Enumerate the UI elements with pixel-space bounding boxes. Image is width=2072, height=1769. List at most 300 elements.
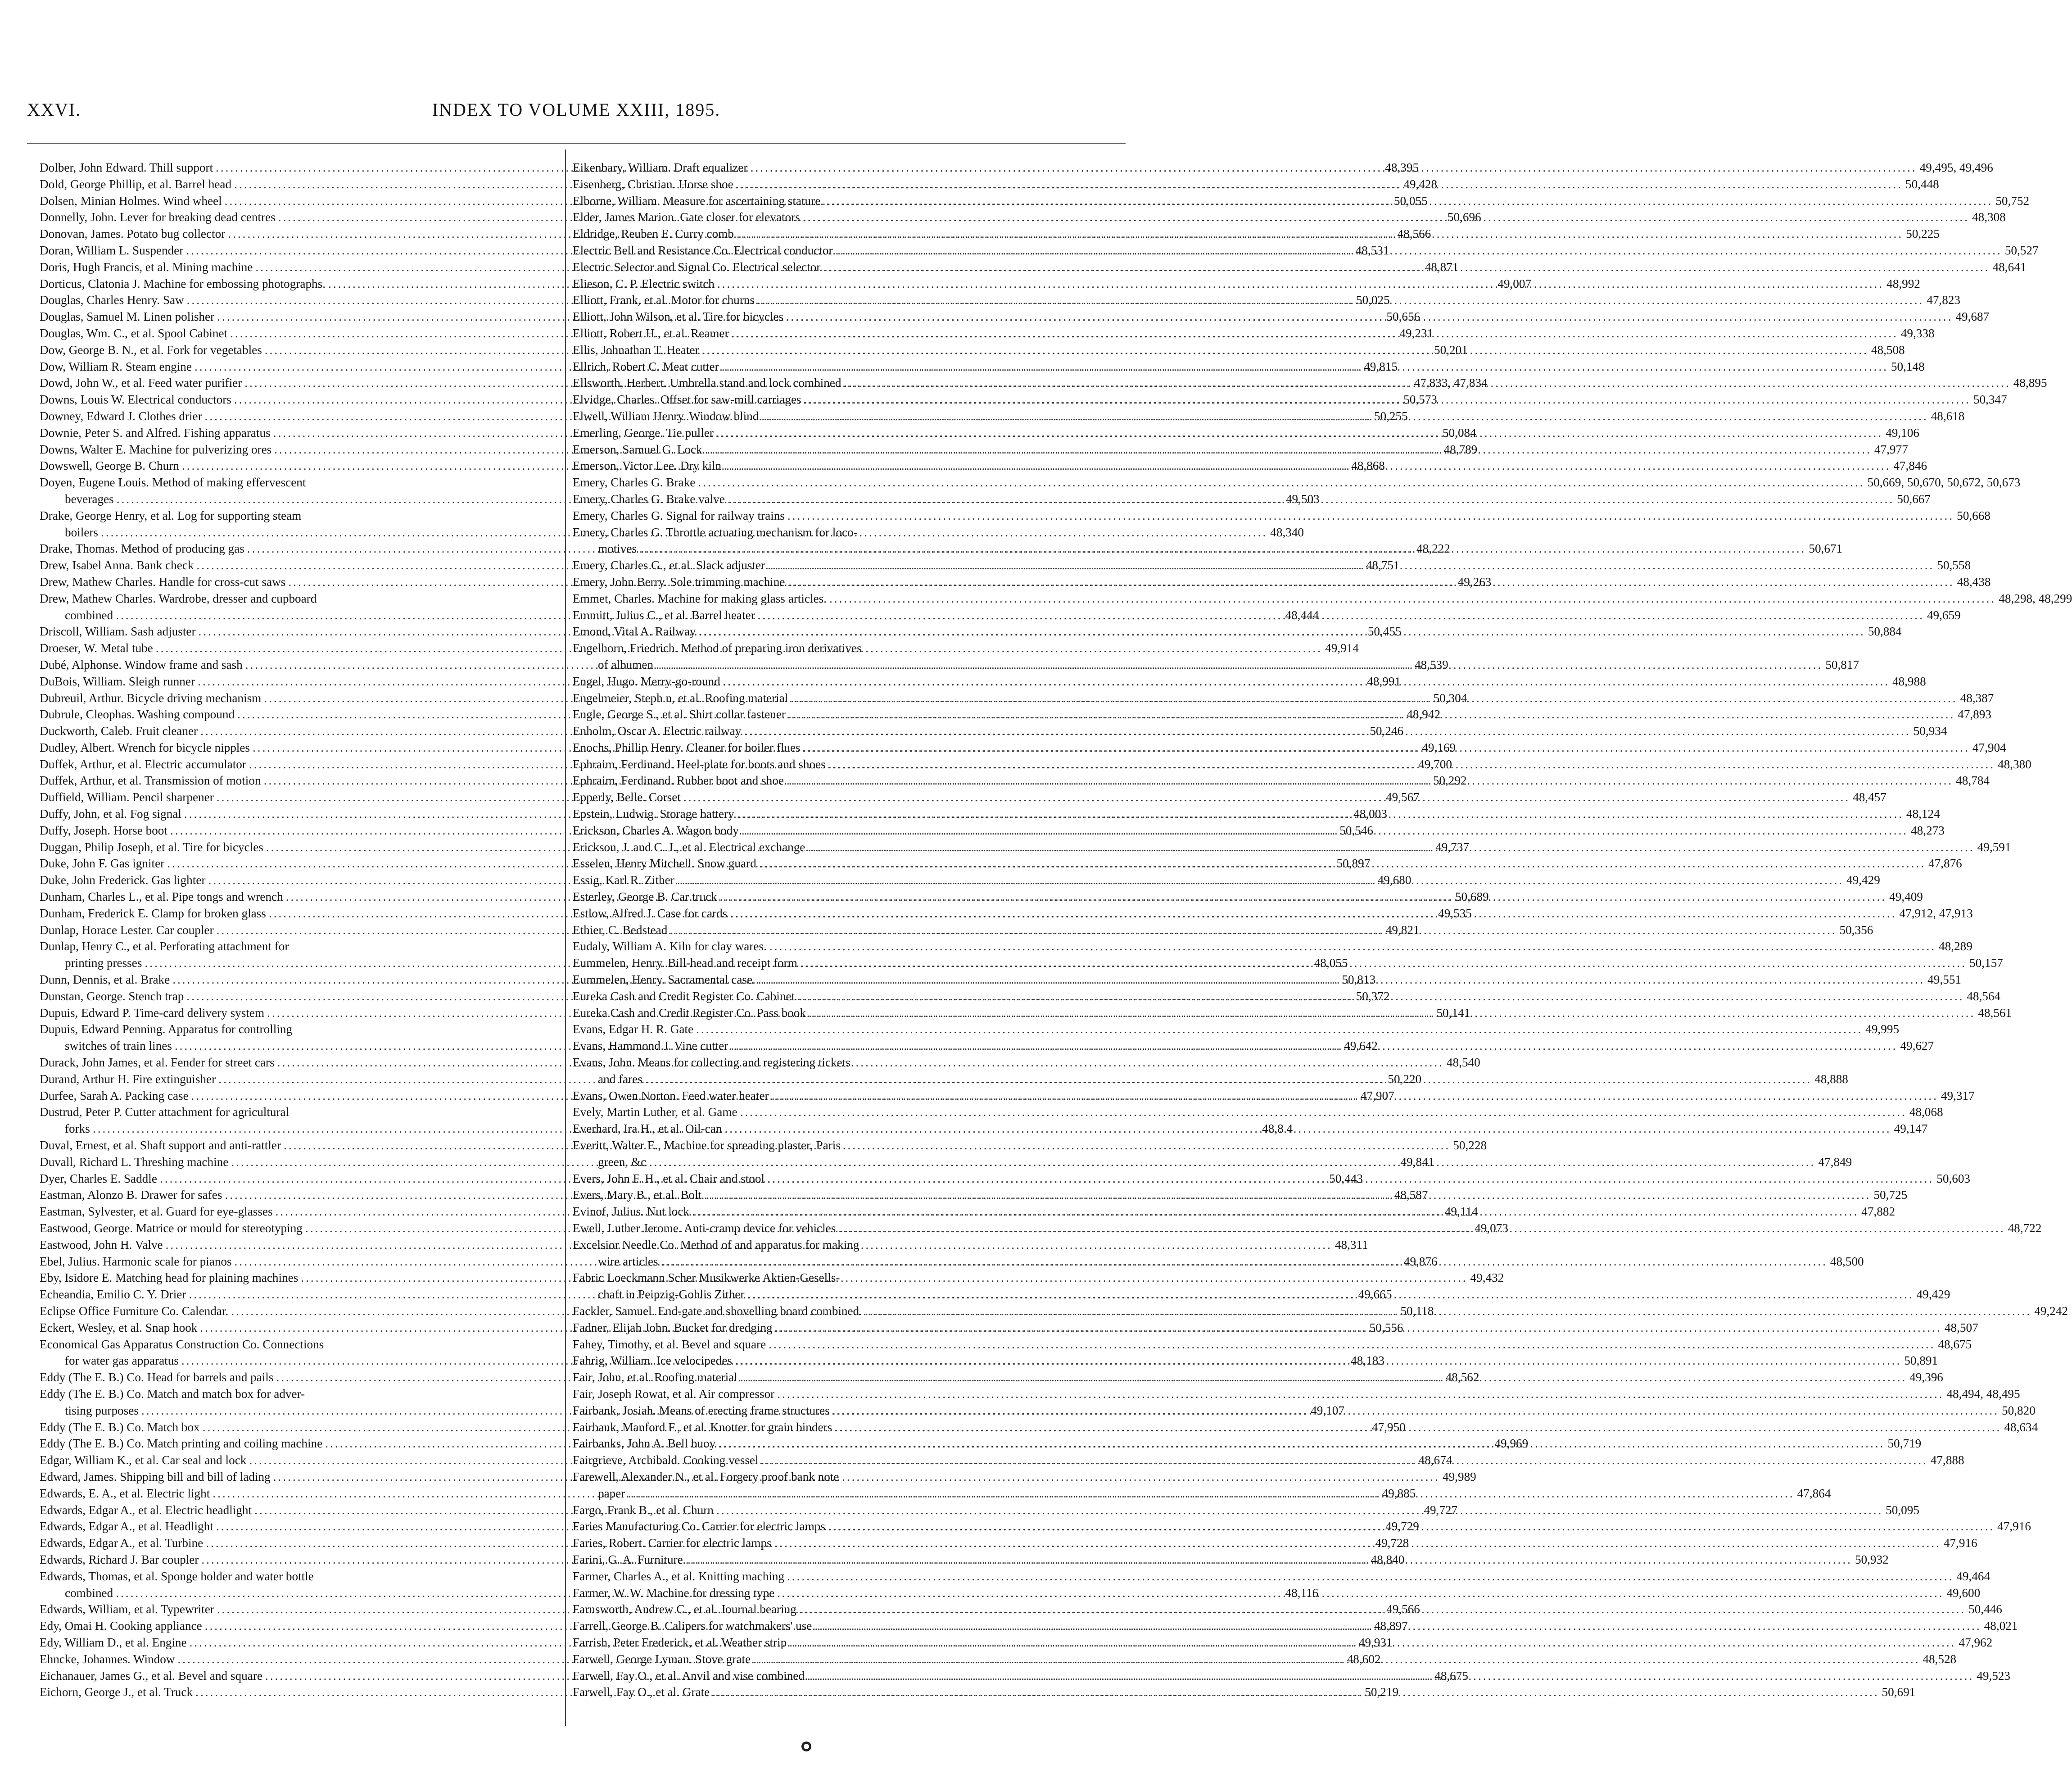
- entry-text: Fair, Joseph Rowat, et al. Air compressor: [573, 1387, 775, 1401]
- patent-number: 47,893: [1958, 708, 1991, 721]
- patent-number: 49,551: [1927, 973, 1961, 987]
- patent-number: 49,107: [1311, 1403, 1344, 1417]
- patent-number: 49,659: [1927, 608, 1961, 622]
- patent-number: 47,833, 47,834: [1414, 376, 1488, 390]
- patent-number: 48,116: [1285, 1586, 1319, 1600]
- leader-dots: [769, 1336, 1935, 1353]
- patent-number: 50,455: [1367, 625, 1402, 639]
- patent-number: 49,429: [1916, 1288, 1950, 1302]
- patent-number: 50,817: [1825, 658, 1859, 671]
- patent-number: 48,540: [1446, 1056, 1480, 1070]
- leader-dots: [716, 425, 1883, 441]
- entry-text: Edwards, Edgar A., et al. Headlight: [40, 1520, 213, 1533]
- patent-number: 50,356: [1839, 923, 1873, 937]
- entry-text: Evely, Martin Luther, et al. Game: [573, 1105, 737, 1119]
- leader-dots: [628, 1485, 1794, 1502]
- patent-number: 47,912, 47,913: [1899, 906, 1973, 920]
- entry-text: Eby, Isidore E. Matching head for plaining machines: [40, 1271, 299, 1285]
- leader-dots: [789, 1634, 1956, 1651]
- entry-text: Fabric Loeckmann Scher Musikwerke Aktien-Gesells-: [573, 1271, 840, 1285]
- patent-number: 49,503: [1285, 492, 1320, 506]
- leader-dots: [761, 1452, 1928, 1469]
- patent-number: 49,567: [1385, 790, 1420, 804]
- leader-dots: [786, 308, 1953, 325]
- patent-number: 49,432: [1470, 1271, 1504, 1285]
- patent-number: 48,942: [1407, 708, 1441, 721]
- patent-number: 50,255: [1374, 409, 1408, 423]
- patent-number: 49,600: [1946, 1586, 1981, 1600]
- entry-text-continued: chaft in Peipzig-Gohlis Zither: [598, 1288, 745, 1302]
- leader-dots: [750, 159, 1917, 176]
- leader-dots: [712, 1684, 1879, 1701]
- column-divider: [565, 150, 566, 1726]
- patent-number: 50,558: [1937, 558, 1971, 572]
- leader-dots: [735, 1352, 1901, 1369]
- patent-number: 50,668: [1957, 508, 1991, 522]
- patent-number: 47,876: [1928, 857, 1962, 871]
- patent-number: 49,263: [1457, 575, 1492, 589]
- leader-dots: [692, 1203, 1859, 1220]
- entry-text: Downs, Walter E. Machine for pulverizing ores: [40, 442, 272, 456]
- entry-text: Dudley, Albert. Wrench for bicycle nipples: [40, 740, 250, 754]
- patent-number: 47,950: [1371, 1420, 1406, 1434]
- patent-number: 49,106: [1886, 426, 1919, 440]
- patent-number: 50,446: [1968, 1602, 2002, 1616]
- entry-text: Dowswell, George B. Churn: [40, 459, 179, 473]
- leader-dots: [698, 474, 1864, 491]
- entry-text: Douglas, Wm. C., et al. Spool Cabinet: [40, 326, 228, 340]
- leader-dots: [737, 806, 1904, 822]
- entry-text: Eisenberg, Christian. Horse shoe: [573, 177, 733, 191]
- leader-dots: [744, 723, 1910, 739]
- leader-dots: [677, 872, 1844, 889]
- entry-text: Emery, John Berry. Sole trimming machine: [573, 575, 785, 589]
- patent-number: 48,444: [1285, 608, 1319, 622]
- entry-text: Erickson, J. and C. J., et al. Electrical exchange: [573, 840, 805, 854]
- patent-number: 50,546: [1339, 823, 1373, 837]
- entry-text: Dow, George B. N., et al. Fork for vegetables: [40, 343, 262, 357]
- patent-number: 48,500: [1830, 1254, 1864, 1268]
- entry-text: Evans, Edgar H. R. Gate: [573, 1022, 694, 1036]
- patent-number: 50,304: [1433, 691, 1467, 705]
- entry-text: Eckert, Wesley, et al. Snap hook: [40, 1320, 198, 1334]
- patent-number: 48,311: [1335, 1238, 1368, 1252]
- leader-dots: [835, 1419, 2001, 1436]
- patent-number: 48,789: [1443, 442, 1478, 456]
- entry-text: Donnelly, John. Lever for breaking dead centres: [40, 210, 276, 224]
- patent-number: 47,962: [1959, 1635, 1993, 1649]
- entry-text: Excelsior Needle Co. Method of and apparatus for making: [573, 1238, 860, 1252]
- entry-text: Duffy, Joseph. Horse boot: [40, 823, 167, 837]
- patent-number: 49,642: [1344, 1039, 1378, 1053]
- header-rule: [27, 143, 1126, 144]
- entry-text: Douglas, Samuel M. Linen polisher: [40, 310, 215, 324]
- entry-text: Faries Manufacturing Co. Carrier for electric lamps: [573, 1520, 825, 1533]
- entry-text: Fackler, Samuel. End-gate and shovelling board combined.: [573, 1304, 862, 1318]
- entry-text: Fadner, Elijah John. Bucket for dredging: [573, 1320, 773, 1334]
- leader-dots: [838, 1220, 2005, 1237]
- patent-number: 50,691: [1882, 1685, 1916, 1699]
- entry-text: Erickson, Charles A. Wagon body: [573, 823, 739, 837]
- leader-dots: [800, 955, 1967, 971]
- entry-text: Farmer, W. W. Machine for dressing type: [573, 1586, 775, 1600]
- entry-text: Dyer, Charles E. Saddle: [40, 1171, 157, 1185]
- leader-dots: [769, 938, 1936, 955]
- patent-number: 49,007: [1497, 277, 1532, 290]
- entry-text-continued: paper: [598, 1486, 625, 1500]
- leader-dots: [731, 1038, 1897, 1054]
- patent-number: 48,561: [1978, 1006, 2012, 1020]
- leader-dots: [661, 1253, 1828, 1270]
- patent-number: 49,147: [1894, 1122, 1928, 1136]
- entry-text: Edwards, Thomas, et al. Sponge holder and water bottle: [40, 1569, 314, 1583]
- patent-number: 50,148: [1891, 359, 1925, 373]
- leader-dots: [645, 1071, 1812, 1088]
- patent-number: 48,564: [1967, 989, 2001, 1003]
- patent-number: 50,292: [1433, 774, 1467, 788]
- leader-dots: [775, 1320, 1942, 1336]
- leader-dots: [836, 242, 2002, 259]
- patent-number: 48,895: [2013, 376, 2047, 390]
- entry-text: Echeandia, Emilio C. Y. Drier: [40, 1288, 186, 1302]
- leader-dots: [787, 508, 1954, 524]
- leader-dots: [737, 226, 1903, 242]
- index-entry: [573, 590, 2072, 607]
- entry-text: Ewell, Luther Jerome. Anti-cramp device for vehicles: [573, 1221, 836, 1235]
- patent-number: 50,932: [1855, 1552, 1889, 1566]
- entry-text-continued: green, &c: [598, 1155, 647, 1169]
- leader-dots: [799, 1601, 1966, 1618]
- entry-text: Downs, Louis W. Electrical conductors: [40, 393, 231, 407]
- entry-text: Eastwood, John H. Valve: [40, 1238, 163, 1252]
- entry-text: Durack, John James, et al. Fender for street cars: [40, 1056, 275, 1070]
- entry-text: Eddy (The E. B.) Co. Match and match box for adver-: [40, 1387, 305, 1401]
- leader-dots: [772, 1088, 1938, 1104]
- leader-dots: [803, 739, 1970, 756]
- entry-text: Eastwood, George. Matrice or mould for stereotyping: [40, 1221, 303, 1235]
- leader-dots: [787, 574, 1954, 590]
- patent-number: 49,729: [1385, 1520, 1419, 1533]
- patent-number: 48,289: [1939, 939, 1972, 953]
- patent-number: 48,273: [1911, 823, 1945, 837]
- patent-number: 48,494, 48,495: [1946, 1387, 2020, 1401]
- leader-dots: [814, 1618, 1981, 1634]
- patent-number: 48,675: [1434, 1669, 1468, 1683]
- entry-text: Elborne, William. Measure for ascertaining stature.: [573, 194, 824, 208]
- patent-number: 48,539: [1414, 658, 1448, 671]
- leader-dots: [844, 375, 2010, 391]
- entry-text: Drew, Mathew Charles. Handle for cross-cut saws: [40, 575, 286, 589]
- entry-text: Edwards, Edgar A., et al. Electric headlight: [40, 1503, 252, 1517]
- patent-number: 48,618: [1931, 409, 1965, 423]
- entry-text: Farewell, Alexander N., et al. Forgery proof bank note: [573, 1470, 839, 1483]
- entry-text: Eureka Cash and Credit Register Co. Cabinet: [573, 989, 795, 1003]
- entry-text: Ellis, Johnathan T. Heater: [573, 343, 699, 357]
- entry-text: Emerling, George. Tie puller: [573, 426, 714, 440]
- patent-number: 50,934: [1913, 724, 1947, 738]
- leader-dots: [808, 839, 1974, 856]
- patent-number: 48,888: [1814, 1072, 1848, 1086]
- patent-number: 50,055: [1393, 194, 1428, 208]
- patent-number: 49,876: [1403, 1254, 1438, 1268]
- entry-text: Doris, Hugh Francis, et al. Mining machine: [40, 260, 253, 274]
- patent-number: 48,8 4: [1262, 1122, 1293, 1136]
- patent-number: 50,220: [1388, 1072, 1422, 1086]
- patent-number: 50,725: [1873, 1188, 1908, 1202]
- entry-text: Donovan, James. Potato bug collector: [40, 227, 226, 241]
- patent-number: 50,225: [1906, 227, 1940, 241]
- patent-number: 48,021: [1984, 1619, 2018, 1633]
- patent-number: 50,219: [1365, 1685, 1399, 1699]
- entry-text: Eddy (The E. B.) Co. Match printing and coiling machine: [40, 1437, 323, 1451]
- entry-text: Engelmeier, Steph n, et al. Roofing material: [573, 691, 788, 705]
- leader-dots: [656, 657, 1823, 673]
- entry-text-continued: combined: [65, 1586, 113, 1600]
- entry-text: Dold, George Phillip, et al. Barrel head: [40, 177, 232, 191]
- entry-text: Evers, Mary B., et al. Bolt: [573, 1188, 702, 1202]
- entry-text: Edy, William D., et al. Engine: [40, 1635, 187, 1649]
- patent-number: 50,443: [1329, 1171, 1363, 1185]
- entry-text: Eudaly, William A. Kiln for clay wares.: [573, 939, 767, 953]
- leader-dots: [705, 441, 1872, 458]
- leader-dots: [832, 1402, 1999, 1419]
- patent-number: 49,338: [1900, 326, 1935, 340]
- patent-number: 48,587: [1394, 1188, 1428, 1202]
- entry-text: Eddy (The E. B.) Co. Match box: [40, 1420, 200, 1434]
- entry-text: Fairgrieve, Archibald. Cooking vessel: [573, 1453, 759, 1467]
- entry-text: Drew, Mathew Charles. Wardrobe, dresser and cupboard: [40, 591, 317, 605]
- patent-number: 50,556: [1369, 1320, 1403, 1334]
- entry-text: Esselen, Henry Mitchell. Snow guard: [573, 857, 756, 871]
- patent-number: 48,298, 48,299: [1999, 591, 2072, 605]
- patent-number: 49,687: [1955, 310, 1990, 324]
- entry-text: Enholm, Oscar A. Electric railway: [573, 724, 742, 738]
- leader-dots: [787, 1568, 1954, 1585]
- patent-number: 49,737: [1435, 840, 1469, 854]
- entry-text: Dubrule, Cleophas. Washing compound: [40, 708, 235, 721]
- entry-text: Evers, John F. H., et al. Chair and stool: [573, 1171, 765, 1185]
- leader-dots: [777, 1386, 1944, 1402]
- entry-text: Enochs, Phillip Henry. Cleaner for boiler flues: [573, 740, 801, 754]
- patent-number: 47,846: [1893, 459, 1927, 473]
- index-entry: [573, 1568, 1991, 1585]
- patent-number: 50,372: [1356, 989, 1390, 1003]
- patent-number: 48,508: [1871, 343, 1905, 357]
- entry-text: Emmet, Charles. Machine for making glass articles.: [573, 591, 827, 605]
- entry-text: Eummelen, Henry. Bill-head and receipt form: [573, 956, 797, 970]
- patent-number: 48,641: [1992, 260, 2027, 274]
- leader-dots: [747, 1286, 1914, 1303]
- patent-number: 50,689: [1455, 890, 1489, 904]
- entry-text: Eummelen, Henry. Sacramental case.: [573, 973, 756, 987]
- patent-number: 48,183: [1351, 1354, 1384, 1368]
- patent-number: 49,535: [1438, 906, 1472, 920]
- entry-text-continued: of albumen: [598, 658, 654, 671]
- patent-number: 48,991: [1367, 674, 1401, 688]
- leader-dots: [797, 988, 1964, 1005]
- entry-text: Edward, James. Shipping bill and bill of lading: [40, 1470, 271, 1483]
- entry-text: Farwell, George Lyman. Stove grate: [573, 1652, 751, 1666]
- entry-text: Eastman, Sylvester, et al. Guard for eye-glasses: [40, 1205, 273, 1219]
- patent-number: 48,566: [1397, 227, 1431, 241]
- index-entry: [573, 1336, 1972, 1353]
- entry-text: Duffy, John, et al. Fog signal: [40, 807, 181, 821]
- patent-number: 50,719: [1887, 1437, 1922, 1451]
- patent-number: 48,395: [1385, 161, 1419, 174]
- patent-number: 50,752: [1995, 194, 2030, 208]
- entry-text: Edwards, William, et al. Typewriter: [40, 1602, 214, 1616]
- patent-number: 50,573: [1403, 393, 1437, 407]
- leader-dots: [774, 1535, 1941, 1551]
- entry-text: Dubé, Alphonse. Window frame and sash: [40, 658, 243, 671]
- entry-text: Duval, Ernest, et al. Shaft support and anti-rattler: [40, 1139, 281, 1152]
- entry-text: Edgar, William K., et al. Car seal and lock: [40, 1453, 247, 1467]
- patent-number: 49,728: [1375, 1536, 1409, 1550]
- entry-text: Farmer, Charles A., et al. Knitting maching: [573, 1569, 785, 1583]
- entry-text: Fair, John, et al. Roofing material: [573, 1370, 737, 1384]
- patent-number: 50,095: [1886, 1503, 1919, 1517]
- entry-text: Duffield, William. Pencil sharpener: [40, 790, 214, 804]
- leader-dots: [717, 276, 1884, 292]
- index-entry: [573, 1021, 1900, 1038]
- entry-text: Economical Gas Apparatus Construction Co. Connections: [40, 1337, 324, 1351]
- patent-number: 48,992: [1887, 277, 1920, 290]
- patent-number: 48,675: [1938, 1337, 1972, 1351]
- entry-text: Elieson, C. P. Electric switch: [573, 277, 715, 290]
- entry-text: Epperly, Belle. Corset: [573, 790, 681, 804]
- patent-number: 49,317: [1941, 1089, 1975, 1102]
- entry-text: Fahrig, William. Ice velocipedes: [573, 1354, 732, 1368]
- entry-text: Esterley, George B. Car truck: [573, 890, 717, 904]
- patent-number: 48,602: [1347, 1652, 1381, 1666]
- entry-text: Edwards, Edgar A., et al. Turbine: [40, 1536, 204, 1550]
- leader-dots: [758, 607, 1924, 624]
- entry-text: Dunn, Dennis, et al. Brake: [40, 973, 170, 987]
- patent-number: 47,823: [1927, 293, 1960, 307]
- patent-number: 49,396: [1909, 1370, 1943, 1384]
- entry-text: Dow, William R. Steam engine: [40, 359, 192, 373]
- entry-text: Dunlap, Horace Lester. Car coupler: [40, 923, 214, 937]
- leader-dots: [823, 259, 1990, 276]
- patent-number: 49,114: [1444, 1205, 1478, 1219]
- patent-number: 50,025: [1356, 293, 1390, 307]
- patent-number: 49,231: [1399, 326, 1434, 340]
- entry-text: Dowd, John W., et al. Feed water purifier: [40, 376, 242, 390]
- entry-text: Elwell, William Henry. Window blind: [573, 409, 759, 423]
- entry-text: Douglas, Charles Henry. Saw: [40, 293, 184, 307]
- patent-number: 50,603: [1936, 1171, 1970, 1185]
- patent-number: 48,868: [1351, 459, 1385, 473]
- leader-dots: [788, 706, 1955, 723]
- entry-text-continued: forks: [65, 1122, 90, 1136]
- entry-text: Elliott, John Wilson, et al. Tire for bicycles: [573, 310, 784, 324]
- leader-dots: [730, 905, 1896, 922]
- patent-number: 50,201: [1434, 343, 1468, 357]
- leader-dots: [807, 1668, 1974, 1684]
- entry-text: Emery, Charles G. Brake: [573, 476, 696, 490]
- entry-text: Duffek, Arthur, et al. Transmission of motion: [40, 774, 261, 788]
- patent-number: 50,669, 50,670, 50,672, 50,673: [1867, 476, 2021, 490]
- entry-text: Elvidge, Charles. Offset for saw-mill carriages: [573, 393, 801, 407]
- patent-number: 50,696: [1447, 210, 1481, 224]
- entry-text: Engle, George S., et al. Shirt collar fastener: [573, 708, 786, 721]
- entry-text: Farnsworth, Andrew C., et al. Journal bearing: [573, 1602, 796, 1616]
- leader-dots: [759, 855, 1926, 872]
- leader-dots: [724, 458, 1891, 474]
- patent-number: 50,656: [1386, 310, 1421, 324]
- patent-number: 50,884: [1868, 625, 1902, 639]
- patent-number: 47,888: [1930, 1453, 1964, 1467]
- entry-text: Emery, Charles G. Signal for railway trains: [573, 508, 785, 522]
- patent-number: 49,495, 49,496: [1919, 161, 1993, 174]
- entry-text: Fairbank, Manford F., et al. Knotter for grain binders: [573, 1420, 832, 1434]
- entry-text: Ebel, Julius. Harmonic scale for pianos: [40, 1254, 232, 1268]
- patent-number: 49,931: [1358, 1635, 1393, 1649]
- leader-dots: [724, 1120, 1891, 1137]
- entry-text: Fargo, Frank B., et al. Churn: [573, 1503, 714, 1517]
- entry-text: Dolsen, Minian Holmes. Wind wheel: [40, 194, 222, 208]
- patent-number: 48,222: [1416, 542, 1450, 556]
- leader-dots: [804, 391, 1971, 408]
- patent-number: 48,751: [1366, 558, 1400, 572]
- patent-number: 49,815: [1364, 359, 1398, 373]
- patent-number: 48,528: [1923, 1652, 1957, 1666]
- entry-text: Emerson, Victor Lee. Dry kiln: [573, 459, 722, 473]
- entry-text-continued: combined: [65, 608, 113, 622]
- leader-dots: [704, 1187, 1871, 1203]
- patent-number: 48,068: [1909, 1105, 1943, 1119]
- patent-number: 49,969: [1494, 1437, 1529, 1451]
- entry-text: Dunham, Frederick E. Clamp for broken glass: [40, 906, 266, 920]
- entry-text: Evans, John. Means for collecting and registering tickets: [573, 1056, 851, 1070]
- leader-dots: [809, 1005, 1975, 1021]
- leader-dots: [826, 193, 1993, 209]
- entry-text: Droeser, W. Metal tube: [40, 641, 153, 655]
- entry-text: Farini, G. A. Furniture: [573, 1552, 683, 1566]
- index-entry: [573, 1386, 2020, 1402]
- entry-text: Dorticus, Clatonia J. Machine for embossing photographs.: [40, 277, 326, 290]
- leader-dots: [740, 1104, 1907, 1120]
- entry-text: Durfee, Sarah A. Packing case: [40, 1089, 189, 1102]
- leader-dots: [758, 971, 1925, 988]
- entry-text: Duke, John F. Gas igniter: [40, 857, 165, 871]
- patent-number: 49,409: [1889, 890, 1923, 904]
- entry-text: Drake, Thomas. Method of producing gas: [40, 542, 244, 556]
- patent-number: 49,464: [1956, 1569, 1991, 1583]
- entry-text: Downey, Edward J. Clothes drier: [40, 409, 202, 423]
- patent-number: 49,995: [1865, 1022, 1900, 1036]
- leader-dots: [865, 1303, 2031, 1320]
- entry-text: Evinof, Julius. Nut lock: [573, 1205, 690, 1219]
- patent-number: 49,073: [1475, 1221, 1508, 1235]
- entry-text-continued: motives: [598, 542, 637, 556]
- leader-dots: [670, 922, 1837, 939]
- entry-text-continued: and fares: [598, 1072, 642, 1086]
- entry-text: Ehncke, Johannes. Window: [40, 1652, 175, 1666]
- entry-text: Edwards, E. A., et al. Electric light: [40, 1486, 210, 1500]
- entry-text: Duffek, Arthur, et al. Electric accumulator: [40, 757, 246, 771]
- entry-text: Ephraim, Ferdinand. Rubber boot and shoe: [573, 774, 784, 788]
- entry-text: Dupuis, Edward Penning. Apparatus for controlling: [40, 1022, 293, 1036]
- entry-text-continued: beverages: [65, 492, 114, 506]
- patent-number: 50,246: [1370, 724, 1404, 738]
- entry-text-continued: wire articles: [598, 1254, 658, 1268]
- entry-text: Estlow, Alfred J. Case for cards: [573, 906, 728, 920]
- entry-text: Duggan, Philip Joseph, et al. Tire for bicycles: [40, 840, 263, 854]
- entry-text: Essig, Karl R. Zither: [573, 873, 674, 887]
- leader-dots: [649, 1154, 1815, 1170]
- entry-text: Ethier, C. Bedstead: [573, 923, 668, 937]
